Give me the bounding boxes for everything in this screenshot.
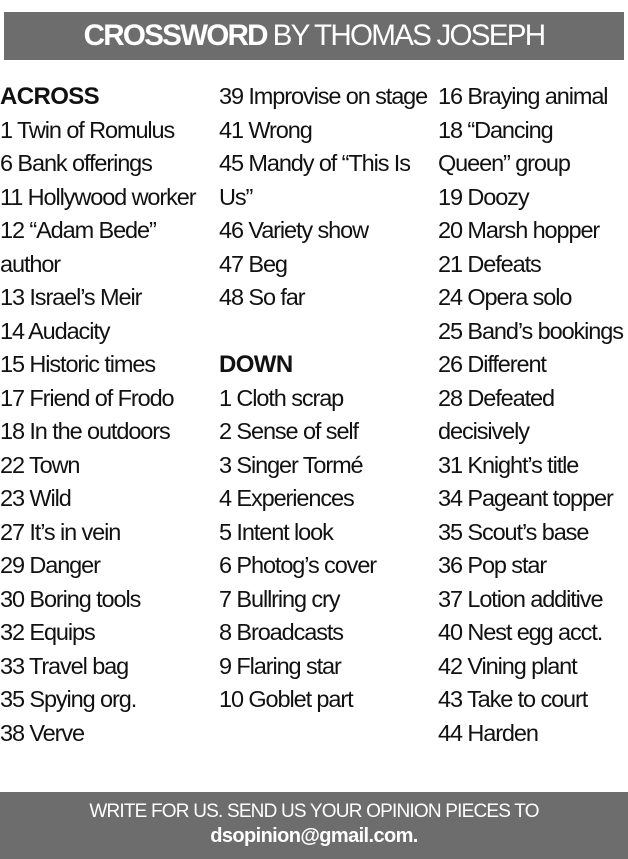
clue-column-1 bbox=[0, 80, 215, 750]
clue-column-3 bbox=[438, 80, 628, 750]
across-clue: 32 Equips bbox=[0, 619, 95, 645]
down-clue: 3 Singer Tormé bbox=[219, 451, 363, 478]
across-clue: 23 Wild bbox=[0, 485, 71, 511]
down-clue: 43 Take to court bbox=[438, 686, 588, 712]
down-clue: 5 Intent look bbox=[219, 518, 333, 545]
across-clue: 35 Spying org. bbox=[0, 686, 137, 712]
header-title-bold: CROSSWORD bbox=[83, 19, 267, 52]
across-clue: 27 It’s in vein bbox=[0, 518, 121, 545]
across-heading: ACROSS bbox=[0, 83, 100, 110]
down-clue: 34 Pageant topper bbox=[438, 485, 613, 511]
down-clue: 24 Opera solo bbox=[438, 284, 572, 310]
header-byline: BY THOMAS JOSEPH bbox=[272, 19, 545, 52]
across-clue: 14 Audacity bbox=[0, 317, 110, 344]
across-clue: 39 Improvise on stage bbox=[219, 83, 428, 109]
across-clue: 15 Historic times bbox=[0, 351, 155, 377]
across-clue: 45 Mandy of “This Is Us” bbox=[219, 150, 410, 210]
down-clue: 44 Harden bbox=[438, 719, 538, 746]
across-clue: 18 In the outdoors bbox=[0, 418, 170, 444]
across-clue: 33 Travel bag bbox=[0, 652, 129, 679]
across-clue: 13 Israel’s Meir bbox=[0, 284, 142, 310]
across-clue: 46 Variety show bbox=[219, 217, 368, 243]
down-clue: 26 Different bbox=[438, 351, 546, 377]
across-clue: 41 Wrong bbox=[219, 116, 312, 143]
down-clue: 31 Knight’s title bbox=[438, 451, 579, 478]
down-clue: 10 Goblet part bbox=[219, 686, 353, 712]
across-clue: 12 “Adam Bede” author bbox=[0, 217, 156, 277]
down-clue: 19 Doozy bbox=[438, 183, 529, 210]
down-clue: 37 Lotion additive bbox=[438, 585, 603, 612]
across-clue: 38 Verve bbox=[0, 719, 84, 746]
down-clue: 16 Braying animal bbox=[438, 83, 608, 109]
across-clue: 47 Beg bbox=[219, 250, 287, 277]
footer-invite-text: WRITE FOR US. SEND US YOUR OPINION PIECES TO bbox=[89, 801, 539, 822]
down-clue: 21 Defeats bbox=[438, 250, 541, 277]
across-clue: 29 Danger bbox=[0, 552, 100, 578]
across-clue: 11 Hollywood worker bbox=[0, 183, 196, 210]
across-clue: 6 Bank offerings bbox=[0, 150, 152, 176]
footer-email-link[interactable]: dsopinion@gmail.com. bbox=[210, 825, 418, 847]
down-clue: 7 Bullring cry bbox=[219, 585, 340, 612]
across-clue: 17 Friend of Frodo bbox=[0, 384, 174, 411]
down-clue: 20 Marsh hopper bbox=[438, 217, 600, 243]
down-clue: 8 Broadcasts bbox=[219, 619, 343, 645]
section-spacer bbox=[219, 315, 434, 349]
down-clue: 28 Defeated decisively bbox=[438, 384, 554, 444]
down-heading: DOWN bbox=[219, 351, 293, 378]
down-clue: 2 Sense of self bbox=[219, 418, 358, 444]
across-clue: 1 Twin of Romulus bbox=[0, 116, 175, 143]
crossword-header bbox=[4, 12, 624, 60]
down-clue: 18 “Dancing Queen” group bbox=[438, 116, 570, 176]
across-clue: 48 So far bbox=[219, 284, 305, 310]
down-clue: 1 Cloth scrap bbox=[219, 384, 344, 411]
opinion-footer bbox=[0, 792, 628, 859]
down-clue: 40 Nest egg acct. bbox=[438, 619, 603, 645]
down-clue: 36 Pop star bbox=[438, 552, 547, 578]
down-clue: 9 Flaring star bbox=[219, 652, 341, 679]
down-clue: 35 Scout’s base bbox=[438, 518, 589, 545]
clue-column-2 bbox=[219, 80, 434, 717]
down-clue: 25 Band’s bookings bbox=[438, 317, 623, 344]
across-clue: 22 Town bbox=[0, 451, 80, 478]
down-clue: 42 Vining plant bbox=[438, 652, 577, 679]
down-clue: 4 Experiences bbox=[219, 485, 354, 511]
across-clue: 30 Boring tools bbox=[0, 585, 141, 612]
down-clue: 6 Photog’s cover bbox=[219, 552, 377, 578]
